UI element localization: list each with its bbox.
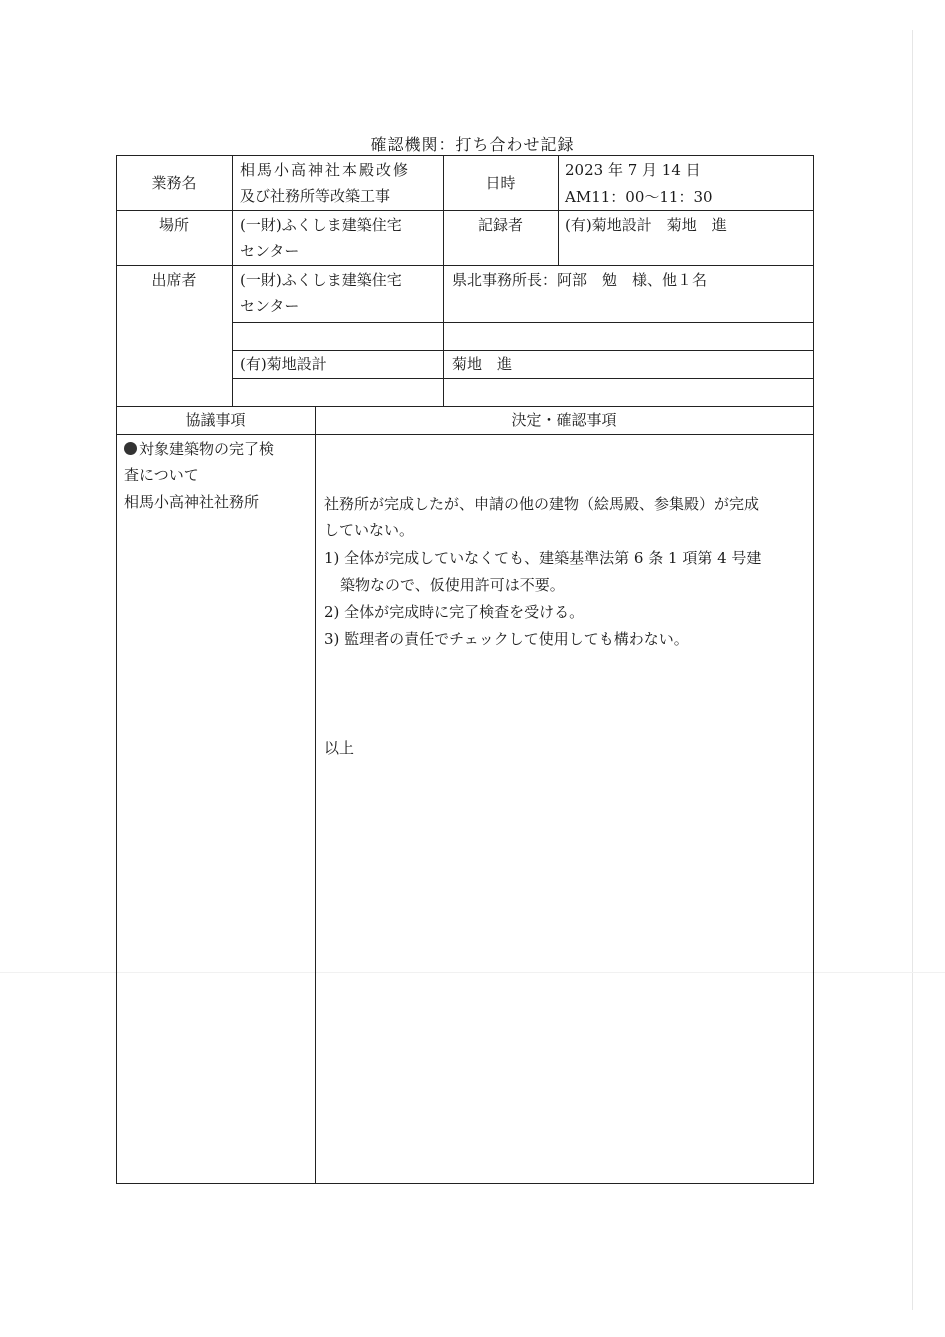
- decision-item-1-line2: 築物なので、仮使用許可は不要。: [340, 576, 565, 594]
- decision-intro-line1: 社務所が完成したが、申請の他の建物（絵馬殿、参集殿）が完成: [324, 495, 760, 513]
- topic-line1: 対象建築物の完了検: [124, 436, 274, 462]
- project-name-value-line2: 及び社務所等改築工事: [240, 187, 391, 205]
- date-value: 2023 年 7 月 14 日: [565, 161, 701, 179]
- time-value: AM11：00～11：30: [565, 188, 713, 206]
- datetime-label: 日時: [485, 174, 516, 192]
- recorder-value: (有)菊地設計 菊地 進: [565, 216, 727, 234]
- decision-intro-line2: していない。: [324, 521, 415, 539]
- scan-fold-line: [0, 972, 945, 973]
- topic-line2: 査について: [124, 466, 199, 484]
- attendee-org-1-line2: センター: [240, 297, 300, 315]
- decision-item-3: 3) 監理者の責任でチェックして使用しても構わない。: [324, 630, 689, 648]
- discussion-items-header: 協議事項: [185, 411, 246, 429]
- attendee-org-1-line1: (一財)ふくしま建築住宅: [240, 271, 402, 289]
- project-name-label: 業務名: [151, 174, 197, 192]
- attendees-label: 出席者: [151, 271, 197, 289]
- decision-item-2: 2) 全体が完成時に完了検査を受ける。: [324, 603, 585, 621]
- recorder-label: 記録者: [477, 216, 523, 234]
- attendee-names-3: 菊地 進: [452, 355, 513, 373]
- topic-line3: 相馬小高神社社務所: [124, 493, 260, 511]
- attendee-names-1: 県北事務所長：阿部 勉 様、他１名: [452, 271, 708, 289]
- place-value-line1: (一財)ふくしま建築住宅: [240, 216, 402, 234]
- project-name-value-line1: 相馬小高神社本殿改修: [240, 161, 411, 179]
- bullet-icon: [124, 442, 137, 455]
- decisions-header: 決定・確認事項: [511, 411, 617, 429]
- place-label: 場所: [158, 216, 189, 234]
- attendee-org-3: (有)菊地設計: [240, 355, 327, 373]
- closing-text: 以上: [324, 739, 355, 757]
- decision-item-1-line1: 1) 全体が完成していなくても、建築基準法第 6 条 1 項第 4 号建: [324, 549, 762, 567]
- place-value-line2: センター: [240, 242, 300, 260]
- scan-edge-line: [912, 30, 913, 1310]
- page-title: 確認機関：打ち合わせ記録: [370, 135, 575, 154]
